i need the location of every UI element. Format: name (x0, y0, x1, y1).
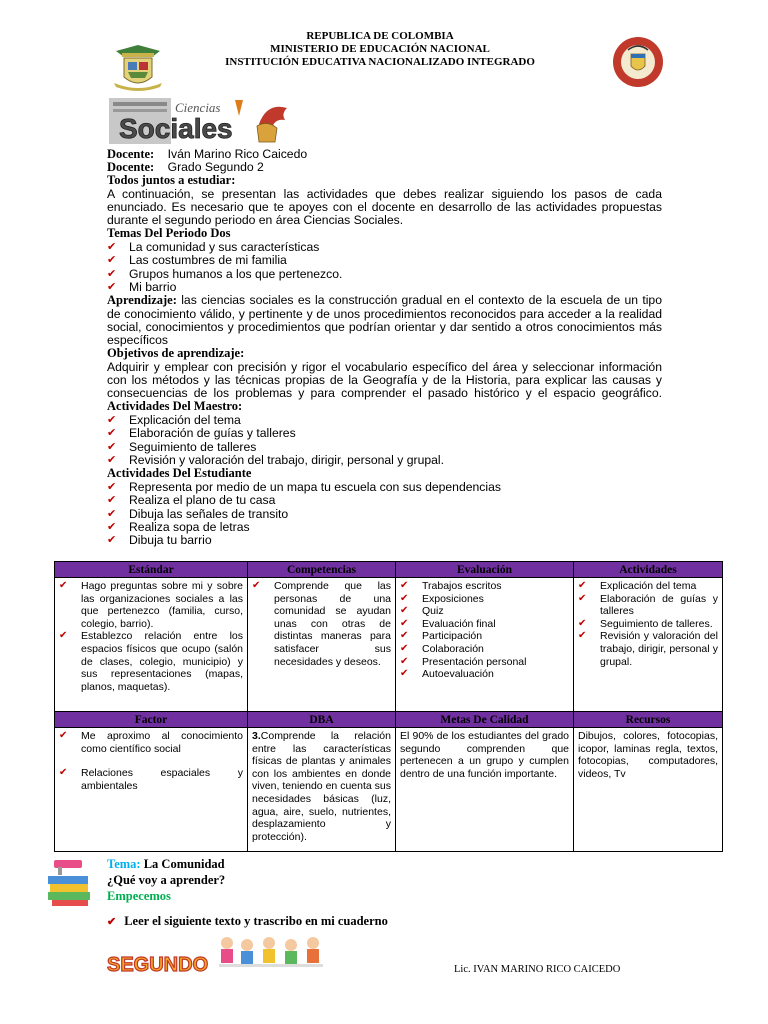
list-item: ✔ Evaluación final (400, 617, 496, 630)
checkmark-icon: ✔ (578, 617, 587, 629)
list-item: ✔ Autoevaluación (400, 668, 494, 681)
evaluacion-cell (396, 578, 574, 712)
objetivos-heading: Objetivos de aprendizaje: (107, 346, 245, 361)
checkmark-icon: ✔ (107, 494, 117, 507)
checkmark-icon: ✔ (107, 413, 117, 426)
instruction-line (107, 914, 388, 929)
table-header-row (55, 562, 723, 578)
list-item: ✔ Realiza el plano de tu casa (107, 493, 276, 508)
list-item: ✔ Mi barrio (107, 280, 177, 295)
list-item: ✔ Representa por medio de un mapa tu escuela con sus dependencias (107, 479, 501, 494)
teacher-signature: Lic. IVAN MARINO RICO CAICEDO (454, 964, 621, 975)
list-item: ✔ Elaboración de guías y talleres (107, 426, 296, 441)
instruction-text: Leer el siguiente texto y trascribo en mi cuaderno (124, 914, 388, 928)
checkmark-icon: ✔ (59, 630, 68, 642)
column-header: Competencias (248, 562, 396, 578)
checkmark-icon: ✔ (400, 592, 409, 604)
checkmark-icon: ✔ (578, 630, 587, 642)
checkmark-icon: ✔ (107, 254, 117, 267)
page-header (0, 0, 768, 95)
checkmark-icon: ✔ (107, 507, 117, 520)
segundo-text: SEGUNDO (107, 954, 209, 976)
column-header: Estándar (55, 562, 248, 578)
checkmark-icon: ✔ (400, 605, 409, 617)
curriculum-table (54, 561, 723, 852)
list-item: ✔ Exposiciones (400, 592, 484, 605)
tema-label: Tema: (107, 857, 141, 871)
svg-text:Ciencias: Ciencias (175, 100, 221, 115)
list-item: ✔ Revisión y valoración del trabajo, dirigir, personal y grupal. (578, 630, 718, 668)
checkmark-icon: ✔ (400, 630, 409, 642)
checkmark-icon: ✔ (107, 440, 117, 453)
column-header: Evaluación (396, 562, 574, 578)
table-row (55, 578, 723, 712)
list-item: ✔ Las costumbres de mi familia (107, 253, 287, 268)
checkmark-icon: ✔ (400, 617, 409, 629)
table-row (55, 728, 723, 852)
estudiante-list (107, 481, 662, 548)
list-item: ✔ Hago preguntas sobre mi y sobre las organizaciones sociales a las que pertenezco (familia, curso, colegio, barrio). (59, 580, 243, 630)
metas-cell (396, 728, 574, 852)
docente-name: Iván Marino Rico Caicedo (167, 147, 308, 161)
list-item: ✔ Me aproximo al conocimiento como científico social (59, 730, 243, 755)
list-item: ✔ Grupos humanos a los que pertenezco. (107, 266, 343, 281)
checkmark-icon: ✔ (107, 534, 117, 547)
checkmark-icon: ✔ (107, 281, 117, 294)
intro-heading: Todos juntos a estudiar: (107, 173, 236, 188)
factor-cell (55, 728, 248, 852)
checkmark-icon: ✔ (59, 767, 68, 779)
list-item: ✔ Colaboración (400, 642, 484, 655)
temas-list (107, 241, 662, 295)
column-header: Factor (55, 712, 248, 728)
list-item: ✔ Quiz (400, 605, 444, 618)
checkmark-icon: ✔ (107, 267, 117, 280)
list-item: ✔ La comunidad y sus características (107, 239, 320, 254)
dba-cell (248, 728, 396, 852)
checkmark-icon: ✔ (107, 520, 117, 533)
list-item: ✔ Seguimiento de talleres. (578, 617, 713, 630)
list-item: ✔ Relaciones espaciales y ambientales (59, 767, 243, 792)
books-icon (44, 858, 96, 908)
checkmark-icon: ✔ (400, 580, 409, 591)
docente-label: Docente: (107, 147, 155, 161)
list-item: ✔ Establezco relación entre los espacios físicos que ocupo (salón de clases, colegio, municipio) y sus representaciones (mapas, planos, maquetas). (59, 630, 243, 693)
dba-number: 3. (252, 730, 261, 742)
list-item: ✔ Elaboración de guías y talleres (578, 592, 718, 618)
list-item: ✔ Revisión y valoración del trabajo, dirigir, personal y grupal. (107, 452, 445, 467)
checkmark-icon: ✔ (400, 668, 409, 680)
maestro-heading: Actividades Del Maestro: (107, 399, 243, 414)
checkmark-icon: ✔ (400, 655, 409, 667)
main-content (107, 148, 662, 548)
column-header: DBA (248, 712, 396, 728)
list-item: ✔ Realiza sopa de letras (107, 519, 250, 534)
column-header: Actividades (574, 562, 723, 578)
table-header-row (55, 712, 723, 728)
checkmark-icon: ✔ (107, 480, 117, 493)
aprendizaje-paragraph (107, 294, 662, 347)
header-line-1: REPUBLICA DE COLOMBIA (306, 30, 454, 42)
list-item: ✔ Explicación del tema (107, 412, 241, 427)
list-item: ✔ Presentación personal (400, 655, 527, 668)
colombia-seal-icon (612, 36, 664, 88)
objetivos-text: Adquirir y emplear con precisión y rigor el vocabulario específico del área y seleccionar información con los métodos y las técnicas propias de la Geografía y de la Historia, para explicar las causas y consecuencias de los problemas y para comprender el pasado histórico y el espacio geográfico. (107, 359, 662, 401)
checkmark-icon: ✔ (400, 642, 409, 654)
tema-question: ¿Qué voy a aprender? (107, 873, 226, 887)
checkmark-icon: ✔ (107, 427, 117, 440)
checkmark-icon: ✔ (107, 916, 117, 928)
checkmark-icon: ✔ (59, 730, 68, 741)
list-item: ✔ Explicación del tema (578, 580, 697, 592)
checkmark-icon: ✔ (107, 240, 117, 253)
column-header: Recursos (574, 712, 723, 728)
recursos-text: Dibujos, colores, fotocopias, icopor, laminas regla, textos, fotocopias, computadores, videos, Tv (578, 730, 718, 780)
list-item: ✔ Seguimiento de talleres (107, 439, 257, 454)
header-line-2: MINISTERIO DE EDUCACIÓN NACIONAL (270, 43, 490, 55)
estandar-cell (55, 578, 248, 712)
estudiante-heading: Actividades Del Estudiante (107, 466, 252, 481)
checkmark-icon: ✔ (578, 580, 587, 591)
checkmark-icon: ✔ (578, 592, 587, 604)
intro-text: A continuación, se presentan las actividades que debes realizar siguiendo los pasos de cada enunciado. Es necesario que te apoyes con el docente en desarrollo de las actividades propuestas durante el segundo periodo en área Ciencias Sociales. (107, 186, 662, 228)
checkmark-icon: ✔ (59, 580, 68, 591)
temas-heading: Temas Del Periodo Dos (107, 226, 231, 241)
list-item: ✔ Trabajos escritos (400, 580, 502, 592)
metas-text: El 90% de los estudiantes del grado segundo comprenden que pertenecen a un grupo y cumplen dentro de una función importante. (400, 730, 569, 780)
ciencias-sociales-logo (107, 96, 295, 146)
header-line-3: INSTITUCIÓN EDUCATIVA NACIONALIZADO INTEGRADO (225, 56, 535, 68)
tema-value: La Comunidad (140, 857, 225, 871)
segundo-wordart (105, 950, 215, 976)
grado-value: Grado Segundo 2 (167, 160, 264, 175)
competencias-cell (248, 578, 396, 712)
aprendizaje-label: Aprendizaje: (107, 293, 177, 308)
children-illustration-icon (215, 934, 335, 976)
docente-label: Docente: (107, 160, 155, 175)
empecemos-label: Empecemos (107, 889, 171, 903)
maestro-list (107, 414, 662, 468)
list-item: ✔ Participación (400, 630, 483, 643)
tema-section (107, 856, 225, 904)
checkmark-icon: ✔ (107, 453, 117, 466)
list-item: ✔ Dibuja tu barrio (107, 533, 212, 548)
checkmark-icon: ✔ (252, 580, 261, 591)
institution-header (150, 30, 610, 69)
list-item: ✔ Comprende que las personas de una comunidad se ayudan unas con otras de distintas maneras para satisfacer sus necesidades y deseos. (252, 580, 391, 668)
aprendizaje-text: las ciencias sociales es la construcción gradual en el contexto de la escuela de un tipo de conocimiento válido, y pertinente y de unos procedimientos reconocidos para acceder a la realidad social, conocimientos y procedimientos que podrían orientar y dar sentido a otros conocimientos más específicos (107, 293, 662, 348)
list-item: ✔ Dibuja las señales de transito (107, 506, 289, 521)
dba-text: Comprende la relación entre las características físicas de plantas y animales con los ambientes en donde viven, teniendo en cuenta sus necesidades básicas (luz, agua, aire, suelo, nutrientes, desplazamiento y protección). (252, 730, 391, 843)
svg-text:Sociales: Sociales (119, 113, 233, 144)
column-header: Metas De Calidad (396, 712, 574, 728)
recursos-cell (574, 728, 723, 852)
actividades-cell (574, 578, 723, 712)
